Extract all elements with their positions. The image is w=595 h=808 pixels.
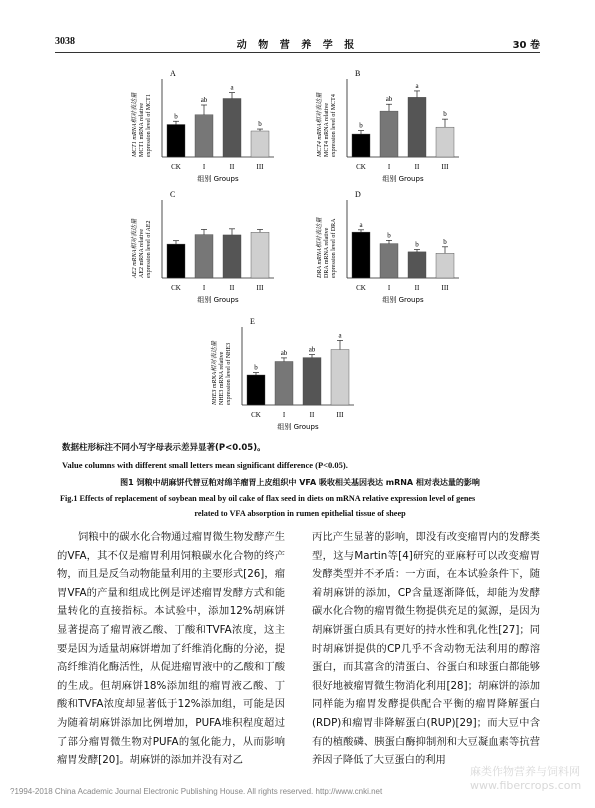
figure-caption-en-line2: related to VFA absorption in rumen epithelial tissue of sheep (194, 509, 406, 518)
panel-label: C (170, 190, 176, 199)
significance-letter: b (415, 240, 419, 249)
bar (251, 232, 269, 278)
x-tick-label: III (256, 284, 264, 292)
x-tick-label: III (336, 411, 344, 419)
figure-note-cn: 数据柱形标注不同小写字母表示差异显著(P<0.05)。 (62, 443, 266, 453)
significance-letter: b (387, 231, 391, 240)
chart-panel-e (200, 313, 370, 431)
bar (167, 125, 185, 158)
y-axis-label (315, 92, 337, 158)
significance-letter: ab (385, 95, 393, 104)
x-tick-label: II (229, 284, 235, 292)
chart-svg (120, 186, 290, 304)
chart-panel-c (120, 186, 290, 304)
chart-panel-d (305, 186, 475, 304)
panel-label: A (170, 69, 176, 78)
bar (408, 97, 426, 157)
significance-letter: a (415, 81, 419, 90)
significance-letter: b (254, 363, 258, 372)
x-tick-label: CK (356, 284, 366, 292)
y-label-en: expression level of MCT4 (331, 94, 337, 157)
body-right-column: 丙比产生显著的影响，即没有改变瘤胃内的发酵类型，这与Martin等[4]研究的亚麻籽可以改变瘤胃发酵类型并不矛盾：一方面，在本试验条件下，随着胡麻饼的添加，CP含量逐渐降低，却能为发酵碳水化合物的瘤胃微生物提供充足的氮源，是因为胡麻饼蛋白质具有更好的持水性和乳化性[27]；同时胡麻饼提供的CP几乎不含动物无法利用的醇溶蛋白，而其富含的清蛋白、谷蛋白和球蛋白都能够很好地被瘤胃微生物消化利用[28]；胡麻饼的添加同样能为瘤胃发酵提供配合平衡的瘤胃降解蛋白(RDP)和瘤胃非降解蛋白(RUP)[29]；而大豆中含有的植酸磷、胰蛋白酶抑制剂和大豆凝血素等抗营养因子降低了大豆蛋白的利用 (312, 531, 540, 767)
x-axis-label: 组别 Groups (277, 423, 319, 431)
x-tick-label: I (387, 163, 391, 171)
bar (436, 127, 454, 157)
y-label-cn: NHE3 mRNA相对表达量 (211, 340, 218, 405)
y-label-en: expression level of DRA (331, 218, 337, 278)
chart-svg (305, 65, 475, 183)
page-footer: ?1994-2018 China Academic Journal Electronic Publishing House. All rights reserved. http://www.cnki.net (10, 787, 383, 796)
x-tick-label: II (229, 163, 235, 171)
x-tick-label: III (256, 163, 264, 171)
page-number: 3038 (55, 36, 75, 47)
figure-caption-cn: 图1 饲粮中胡麻饼代替豆粕对绵羊瘤胃上皮组织中 VFA 吸收相关基因表达 mRNA 相对表达量的影响 (120, 478, 480, 487)
chart-svg (200, 313, 370, 431)
x-tick-label: I (202, 284, 206, 292)
panel-label: D (355, 190, 361, 199)
bar (223, 99, 241, 158)
journal-title: 动 物 营 养 学 报 (236, 40, 359, 51)
x-axis-label: 组别 Groups (197, 296, 239, 304)
x-tick-label: III (441, 163, 449, 171)
y-axis-label (130, 218, 152, 279)
significance-letter: a (359, 220, 363, 229)
significance-letter: b (258, 120, 262, 129)
x-tick-label: CK (356, 163, 366, 171)
watermark-line-2: www.fibercrops.com (470, 779, 582, 792)
bar (251, 131, 269, 157)
x-tick-label: II (414, 284, 420, 292)
significance-letter: a (230, 83, 234, 92)
chart-panel-b (305, 65, 475, 183)
y-label-en: MCT1 mRNA relative (139, 103, 145, 157)
y-label-cn: MCT1 mRNA相对表达量 (131, 92, 138, 157)
chart-svg (305, 186, 475, 304)
x-axis-label: 组别 Groups (197, 175, 239, 183)
bar (167, 244, 185, 278)
watermark (470, 765, 581, 793)
bar (247, 375, 265, 405)
significance-letter: a (338, 331, 342, 340)
bar (195, 235, 213, 278)
y-label-en: MCT4 mRNA relative (324, 103, 330, 157)
watermark-line-1: 麻类作物营养与饲料网 (470, 765, 580, 778)
figure-note-en: Value columns with different small letters mean significant difference (P<0.05). (62, 460, 348, 470)
bar (195, 115, 213, 157)
bar (275, 362, 293, 406)
x-tick-label: CK (171, 163, 181, 171)
x-tick-label: II (414, 163, 420, 171)
bar (303, 358, 321, 405)
y-axis-label (130, 92, 152, 158)
header-rule (55, 52, 540, 53)
x-tick-label: I (282, 411, 286, 419)
y-label-en: expression level of NHE3 (226, 342, 232, 405)
bar (380, 244, 398, 278)
y-label-cn: AE2 mRNA相对表达量 (131, 218, 138, 278)
bar (223, 235, 241, 278)
y-label-en: NHE3 mRNA relative (219, 351, 225, 405)
significance-letter: b (443, 237, 447, 246)
bar (380, 111, 398, 157)
y-label-cn: DRA mRNA相对表达量 (316, 217, 323, 278)
significance-letter: ab (308, 345, 316, 354)
bar (352, 232, 370, 278)
body-left-column: 饲粮中的碳水化合物通过瘤胃微生物发酵产生的VFA，其不仅是瘤胃利用饲粮碳水化合物的终产物，而且是反刍动物能量利用的主要形式[26]，瘤胃VFA的产量和组成比例是评述瘤胃发酵方式和能量转化的直接指标。本试验中，添加12%胡麻饼显著提高了瘤胃液乙酸、丁酸和TVFA浓度，这主要是因为适量胡麻饼增加了纤维消化酶的分泌，提高纤维消化酶活性，从促进瘤胃液中的乙酸和丁酸的生成。但胡麻饼18%添加组的瘤胃液乙酸、丁酸和TVFA浓度却显著低于12%添加组，可能是因为随着胡麻饼添加比例增加，PUFA堆积程度超过了部分瘤胃微生物对PUFA的氢化能力，从而影响瘤胃发酵[20]。胡麻饼的添加并没有对乙 (57, 531, 285, 767)
bar (352, 134, 370, 157)
bar (331, 350, 349, 406)
x-axis-label: 组别 Groups (382, 296, 424, 304)
significance-letter: ab (280, 348, 288, 357)
y-axis-label (315, 217, 337, 279)
x-tick-label: I (202, 163, 206, 171)
significance-letter: b (359, 121, 363, 130)
y-label-en: expression level of MCT1 (146, 94, 152, 157)
x-tick-label: III (441, 284, 449, 292)
y-label-en: AE2 mRNA relative (139, 229, 145, 278)
y-label-cn: MCT4 mRNA相对表达量 (316, 92, 323, 157)
significance-letter: b (443, 110, 447, 119)
running-header (0, 36, 595, 52)
significance-letter: ab (200, 96, 208, 104)
x-axis-label: 组别 Groups (382, 175, 424, 183)
y-label-en: DRA mRNA relative (324, 227, 330, 278)
bar (436, 253, 454, 278)
x-tick-label: CK (251, 411, 261, 419)
chart-svg (120, 65, 290, 183)
figure-caption-en-line1: Fig.1 Effects of replacement of soybean meal by oil cake of flax seed in diets on mRNA relative expression level of genes (60, 494, 476, 503)
x-tick-label: II (309, 411, 315, 419)
bar (408, 252, 426, 278)
chart-panel-a (120, 65, 290, 183)
x-tick-label: CK (171, 284, 181, 292)
volume-label: 30 卷 (512, 40, 540, 51)
significance-letter: b (174, 112, 178, 121)
y-axis-label (210, 340, 232, 406)
panel-label: E (250, 317, 255, 326)
y-label-en: expression level of AE2 (146, 220, 152, 278)
panel-label: B (355, 69, 361, 78)
x-tick-label: I (387, 284, 391, 292)
